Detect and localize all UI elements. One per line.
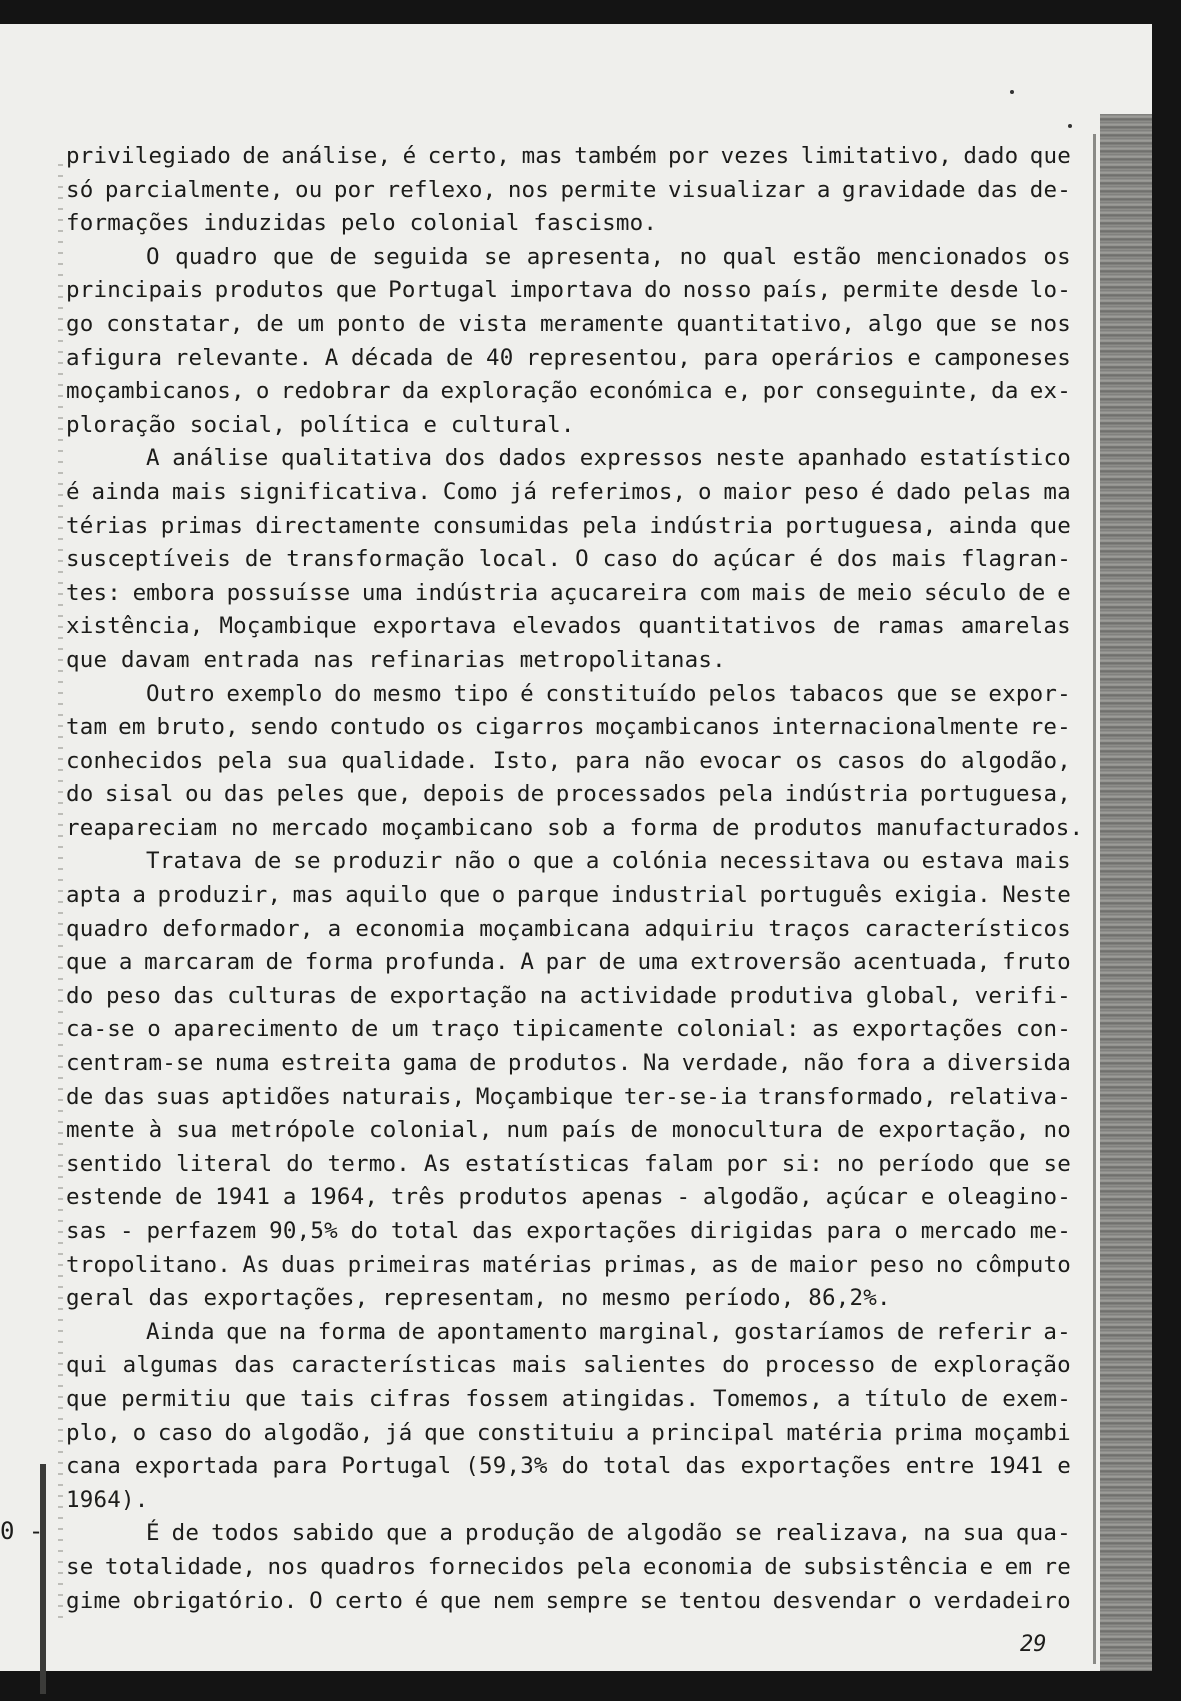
text-line: formações induzidas pelo colonial fascismo. (66, 210, 658, 237)
binding-edge (1100, 114, 1152, 1671)
text-line: principais produtos que Portugal importava do nosso país, permite desde lo- (66, 277, 1071, 304)
text-line: xistência, Moçambique exportava elevados quantitativos de ramas amarelas (66, 613, 1071, 640)
text-line: conhecidos pela sua qualidade. Isto, para não evocar os casos do algodão, (66, 747, 1071, 774)
text-line: centram-se numa estreita gama de produtos. Na verdade, não fora a diversida (66, 1050, 1071, 1077)
text-line: Outro exemplo do mesmo tipo é constituído pelos tabacos que se expor- (146, 680, 1071, 707)
margin-mark: 0 - (0, 1517, 44, 1545)
text-line: plo, o caso do algodão, já que constituiu a principal matéria prima moçambi (66, 1419, 1071, 1446)
text-line: do peso das culturas de exportação na actividade produtiva global, verifi- (66, 982, 1071, 1009)
text-line: gime obrigatório. O certo é que nem sempre se tentou desvendar o verdadeiro (66, 1587, 1071, 1614)
text-line: Ainda que na forma de apontamento marginal, gostaríamos de referir a- (146, 1318, 1071, 1345)
text-line: apta a produzir, mas aquilo que o parque industrial português exigia. Neste (66, 882, 1071, 909)
page-edge-line (1093, 134, 1096, 1664)
text-line: É de todos sabido que a produção de algodão se realizava, na sua qua- (146, 1520, 1071, 1547)
scan-speck (1010, 90, 1014, 94)
text-line: tam em bruto, sendo contudo os cigarros moçambicanos internacionalmente re- (66, 714, 1071, 741)
text-line: geral das exportações, representam, no mesmo período, 86,2%. (66, 1285, 891, 1312)
text-line: sas - perfazem 90,5% do total das exportações dirigidas para o mercado me- (66, 1218, 1071, 1244)
text-line: ca-se o aparecimento de um traço tipicamente colonial: as exportações con- (66, 1016, 1071, 1043)
text-line: Tratava de se produzir não o que a colónia necessitava ou estava mais (146, 848, 1071, 875)
text-line: tropolitano. As duas primeiras matérias primas, as de maior peso no cômputo (66, 1251, 1071, 1278)
text-line: sentido literal do termo. As estatísticas falam por si: no período que se (66, 1150, 1071, 1177)
page-number: 29 (1020, 1632, 1047, 1657)
text-line: do sisal ou das peles que, depois de processados pela indústria portuguesa, (66, 781, 1071, 808)
text-line: que a marcaram de forma profunda. A par de uma extroversão acentuada, fruto (66, 949, 1071, 976)
text-line: térias primas directamente consumidas pela indústria portuguesa, ainda que (66, 512, 1071, 539)
text-line: qui algumas das características mais salientes do processo de exploração (66, 1352, 1071, 1379)
text-line: estende de 1941 a 1964, três produtos apenas - algodão, açúcar e oleagino- (66, 1184, 1071, 1211)
text-line: A análise qualitativa dos dados expressos neste apanhado estatístico (146, 445, 1071, 472)
text-line: cana exportada para Portugal (59,3% do total das exportações entre 1941 e (66, 1453, 1071, 1480)
text-line: é ainda mais significativa. Como já referimos, o maior peso é dado pelas ma (66, 478, 1071, 505)
text-line: quadro deformador, a economia moçambicana adquiriu traços característicos (66, 915, 1071, 942)
text-line: privilegiado de análise, é certo, mas também por vezes limitativo, dado que (66, 143, 1071, 169)
text-line: moçambicanos, o redobrar da exploração económica e, por conseguinte, da ex- (66, 378, 1071, 405)
text-line: go constatar, de um ponto de vista meramente quantitativo, algo que se nos (66, 310, 1071, 337)
text-line: 1964). (66, 1486, 149, 1513)
body-text (66, 140, 1084, 1618)
text-line: reapareciam no mercado moçambicano sob a forma de produtos manufacturados. (66, 814, 1084, 841)
scan-speck (1068, 124, 1072, 128)
text-line: se totalidade, nos quadros fornecidos pela economia de subsistência e em re (66, 1553, 1071, 1580)
text-line: afigura relevante. A década de 40 representou, para operários e camponeses (66, 344, 1071, 371)
text-line: que permitiu que tais cifras fossem atingidas. Tomemos, a título de exem- (66, 1385, 1071, 1412)
text-line: O quadro que de seguida se apresenta, no qual estão mencionados os (146, 243, 1071, 270)
text-line: de das suas aptidões naturais, Moçambique ter-se-ia transformado, relativa- (66, 1083, 1071, 1110)
text-line: ploração social, política e cultural. (66, 411, 575, 438)
text-line: tes: embora possuísse uma indústria açucareira com mais de meio século de e (66, 579, 1071, 606)
text-line: susceptíveis de transformação local. O caso do açúcar é dos mais flagran- (66, 546, 1071, 573)
left-margin-marks (58, 164, 63, 1624)
text-line: que davam entrada nas refinarias metropolitanas. (66, 646, 726, 673)
text-line: mente à sua metrópole colonial, num país de monocultura de exportação, no (66, 1117, 1071, 1144)
left-margin-bar (40, 1464, 46, 1694)
text-line: só parcialmente, ou por reflexo, nos permite visualizar a gravidade das de- (66, 176, 1071, 203)
